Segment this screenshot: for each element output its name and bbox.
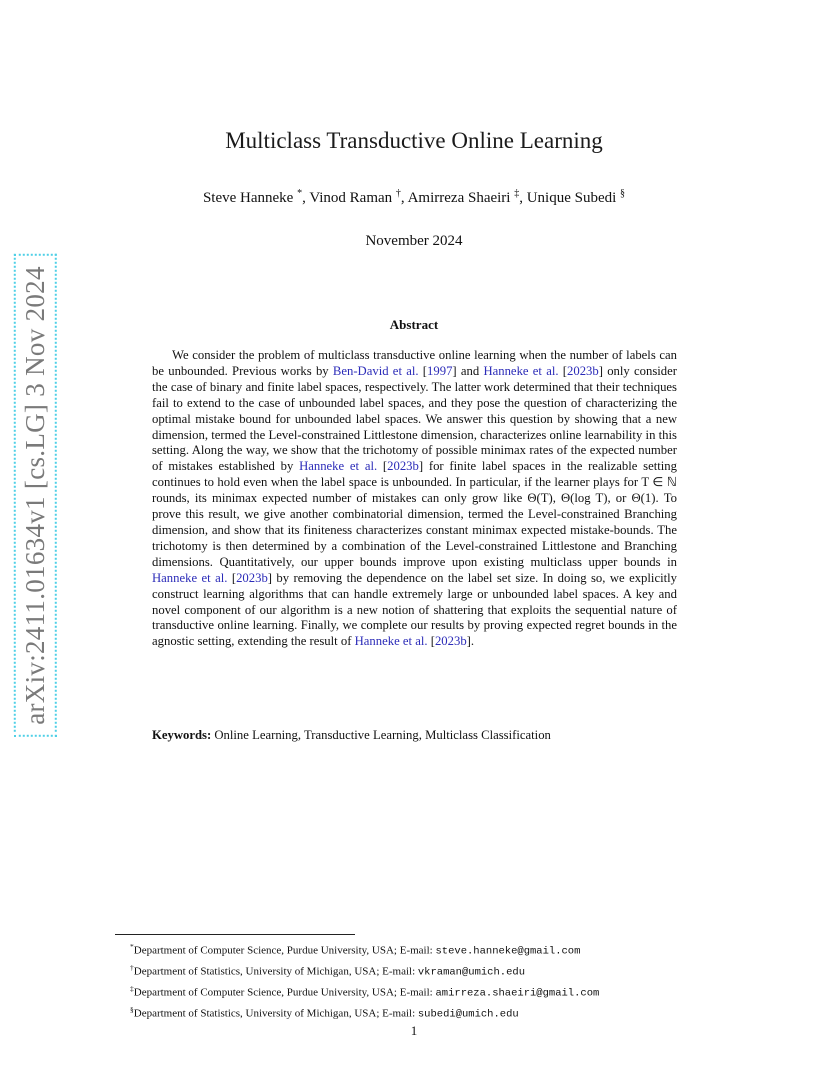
footnote-mark: † [130,963,134,973]
abstract-text: [ [227,570,237,585]
author-list: Steve Hanneke *, Vinod Raman †, Amirreza Shaeiri ‡, Unique Subedi § [202,188,626,206]
abstract-text: ] for finite label spaces in the realizable setting continues to hold even when the label space is unbounded. In particular, if the learner plays for T ∈ ℕ rounds, its minimax expected number of mistakes can only grow like Θ(T), Θ(log T), or Θ(1). To prove this result, we give another combinatorial dimension, termed the Level-constrained Branching dimension, and show that its finiteness characterizes constant minimax expected mistake-bounds. The trichotomy is then determined by a combination of the Level-constrained Littlestone and Branching dimensions. Quantitatively, our upper bounds improve upon existing multiclass upper bounds in [152,459,677,569]
abstract-text: [ [558,363,568,378]
keywords-label: Keywords: [152,728,212,742]
footnote-mark: * [130,942,134,951]
citation-link[interactable]: Hanneke et al. [354,634,428,649]
author-name: Steve Hanneke [202,190,294,206]
footnote-affiliation: Department of Statistics, University of Michigan, USA; E-mail: [133,965,418,978]
author-email[interactable]: amirreza.shaeiri@gmail.com [435,987,600,1000]
citation-link[interactable]: Hanneke et al. [152,570,228,585]
footnote-rule [115,934,355,935]
footnote [130,981,750,1002]
abstract-text: [ [427,634,435,649]
footnote-mark: § [130,1005,134,1015]
footnote-affiliation: Department of Statistics, University of Michigan, USA; E-mail: [133,1008,418,1021]
author-footnote-mark[interactable]: * [297,188,303,199]
author-footnote-mark[interactable]: § [620,188,626,199]
keywords-text: Online Learning, Transductive Learning, Multiclass Classification [214,728,551,742]
author-footnote-mark[interactable]: ‡ [514,188,520,199]
citation-link[interactable]: 2023b [567,363,599,378]
abstract-text: [ [377,459,388,474]
footnote-affiliation: Department of Computer Science, Purdue University, USA; E-mail: [133,944,436,957]
footnote-affiliation: Department of Computer Science, Purdue University, USA; E-mail: [133,986,436,999]
citation-link[interactable]: 1997 [427,363,453,378]
citation-link[interactable]: 2023b [434,634,467,649]
paper-title: Multiclass Transductive Online Learning [225,128,603,153]
citation-link[interactable]: Hanneke et al. [299,459,378,474]
author-email[interactable]: subedi@umich.edu [417,1009,519,1022]
abstract-text: ]. [466,634,475,649]
keywords-line [152,728,712,743]
author-email[interactable]: steve.hanneke@gmail.com [435,945,581,958]
abstract-text: We consider the problem of multiclass transductive online learning when the number of labels can be unbounded. Previous works by [152,348,677,378]
abstract-text: ] and [452,363,484,378]
abstract-heading: Abstract [389,317,439,332]
author-name: Unique Subedi [526,190,617,206]
page-number: 1 [410,1023,418,1038]
citation-link[interactable]: 2023b [387,459,419,474]
footnote [130,939,750,960]
arxiv-identifier[interactable]: arXiv:2411.01634v1 [cs.LG] 3 Nov 2024 [20,260,51,731]
author-footnote-mark[interactable]: † [395,188,401,199]
citation-link[interactable]: Hanneke et al. [483,363,559,378]
abstract-body [152,348,677,650]
author-name: Amirreza Shaeiri [407,190,511,206]
citation-link[interactable]: Ben-David et al. [332,363,419,378]
footnote [130,1002,750,1023]
citation-link[interactable]: 2023b [236,570,268,585]
footnote [130,960,750,981]
abstract-text: ] by removing the dependence on the label set size. In doing so, we explicitly construct learning algorithms that can handle extremely large or unbounded label spaces. A key and novel component of our algorithm is a new notion of shattering that exploits the sequential nature of transductive online learning. Finally, we complete our results by proving expected regret bounds in the agnostic setting, extending the result of [152,570,677,649]
author-email[interactable]: vkraman@umich.edu [417,966,525,979]
abstract-text: ] only consider the case of binary and finite label spaces, respectively. The latter work determined that their techniques fail to extend to the case of unbounded label spaces, and they pose the question of characterizing the optimal mistake bound for unbounded label spaces. We answer this question by showing that a new dimension, termed the Level-constrained Littlestone dimension, characterizes online learnability in this setting. Along the way, we show that the trichotomy of possible minimax rates of the expected number of mistakes established by [152,363,677,474]
publication-date: November 2024 [365,233,463,249]
author-name: Vinod Raman [309,190,393,206]
abstract-text: [ [418,363,428,378]
footnote-mark: ‡ [130,984,134,994]
footnotes [130,939,750,1024]
